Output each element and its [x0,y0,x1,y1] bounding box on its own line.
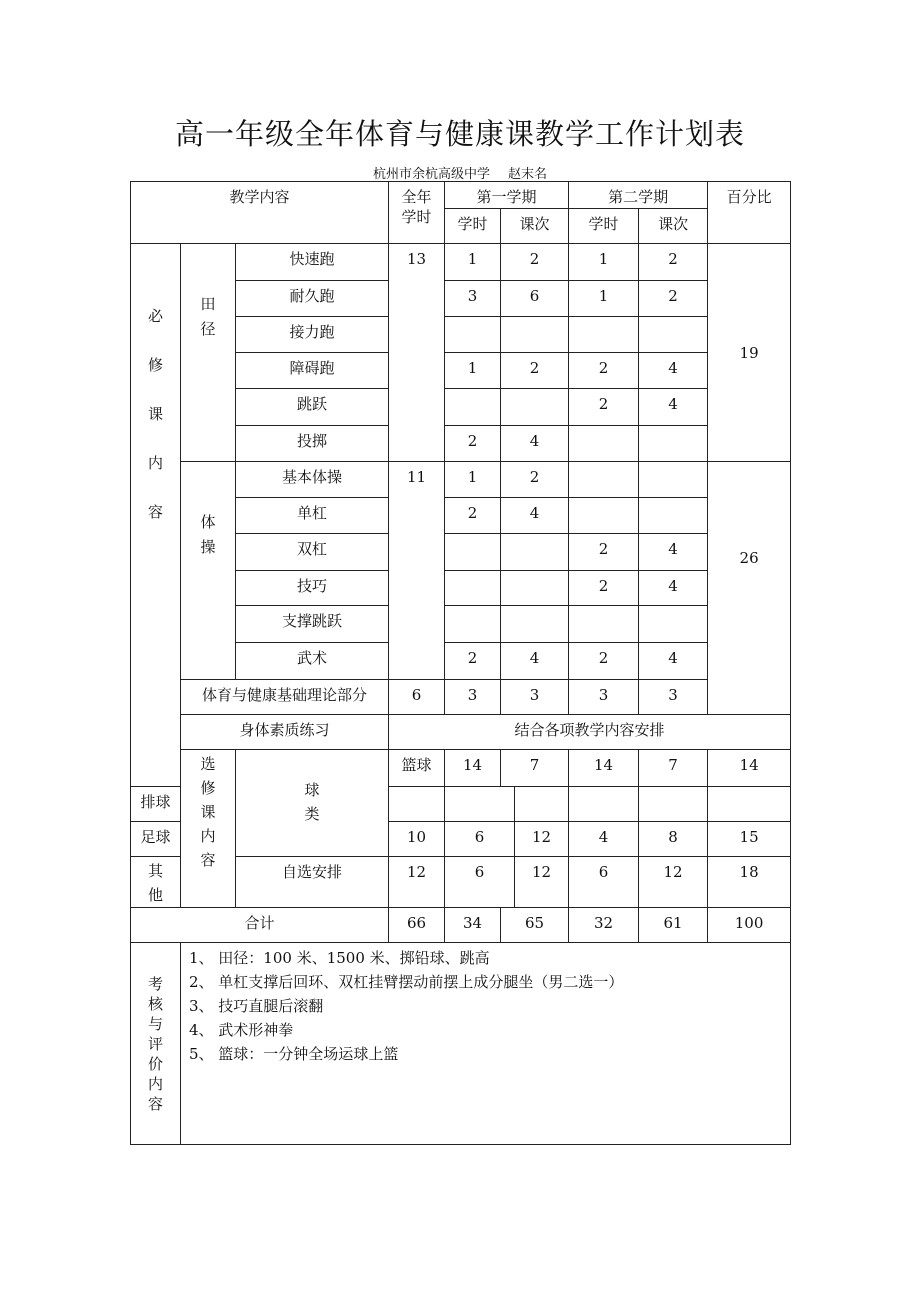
gymnastics-item: 单杠 [236,498,389,534]
header-term1: 第一学期 [445,182,569,209]
cell: 2 [501,462,569,498]
total-row [131,908,791,943]
gymnastics-annual-hours: 11 [389,462,445,680]
cell [501,534,569,571]
cell: 61 [639,908,708,943]
gymnastics-label: 体 操 [181,462,236,680]
cell: 100 [708,908,791,943]
header-term1-hours: 学时 [445,209,501,244]
cell: 6 [501,281,569,317]
cell: 4 [639,571,708,606]
balls-item: 排球 [131,787,181,822]
cell [639,426,708,462]
header-term2-hours: 学时 [569,209,639,244]
cell [445,571,501,606]
other-item: 自选安排 [236,857,389,908]
cell: 3 [639,680,708,715]
header-term2-lessons: 课次 [639,209,708,244]
cell [501,606,569,643]
gymnastics-item: 支撑跳跃 [236,606,389,643]
assessment-item: 2、 单杠支撑后回环、双杠挂臂摆动前摆上成分腿坐（男二选一） [189,973,624,991]
cell: 2 [445,643,501,680]
school-name: 杭州市余杭高级中学 [372,167,490,182]
cell: 18 [708,857,791,908]
cell: 2 [569,571,639,606]
cell: 34 [445,908,501,943]
athletics-item: 耐久跑 [236,281,389,317]
cell: 14 [445,750,501,787]
cell: 1 [445,244,501,281]
cell: 1 [445,353,501,389]
gymnastics-item: 技巧 [236,571,389,606]
elective-section-label: 选 修 课 内 容 [181,750,236,908]
cell: 2 [501,244,569,281]
cell: 4 [569,822,639,857]
cell: 6 [389,680,445,715]
cell [708,787,791,822]
assessment-content [181,943,791,1145]
header-content: 教学内容 [131,182,389,244]
header-row-1 [131,182,791,209]
cell: 6 [445,857,515,908]
athletics-item: 跳跃 [236,389,389,426]
cell: 2 [639,244,708,281]
theory-label: 体育与健康基础理论部分 [181,680,389,715]
cell: 12 [515,822,569,857]
cell: 6 [569,857,639,908]
cell: 14 [569,750,639,787]
page-subtitle [0,163,920,182]
cell: 3 [445,281,501,317]
cell: 4 [639,643,708,680]
cell: 3 [445,680,501,715]
author-name: 赵末名 [508,167,548,182]
cell [501,571,569,606]
table-row [131,462,791,498]
cell [445,606,501,643]
assessment-label: 考 核 与 评 价 内 容 [131,943,181,1145]
cell [639,787,708,822]
athletics-annual-hours: 13 [389,244,445,462]
cell: 7 [501,750,569,787]
header-percent: 百分比 [708,182,791,244]
header-term2: 第二学期 [569,182,708,209]
cell [445,317,501,353]
cell: 4 [501,426,569,462]
cell: 2 [445,498,501,534]
cell: 10 [389,822,445,857]
cell [639,606,708,643]
cell: 66 [389,908,445,943]
cell: 32 [569,908,639,943]
page-title: 高一年级全年体育与健康课教学工作计划表 [174,117,745,151]
assessment-item: 1、 田径：100 米、1500 米、掷铅球、跳高 [189,949,490,967]
cell [639,498,708,534]
athletics-label: 田 径 [181,244,236,462]
athletics-item: 障碍跑 [236,353,389,389]
cell: 2 [569,389,639,426]
cell: 3 [569,680,639,715]
cell [639,317,708,353]
gymnastics-item: 双杠 [236,534,389,571]
cell: 3 [501,680,569,715]
cell: 4 [501,498,569,534]
cell: 1 [569,244,639,281]
table-row [131,715,791,750]
header-term1-lessons: 课次 [501,209,569,244]
gymnastics-percent: 26 [708,462,791,715]
cell: 2 [445,426,501,462]
cell [445,787,515,822]
total-label: 合计 [131,908,389,943]
athletics-item: 投掷 [236,426,389,462]
gymnastics-item: 基本体操 [236,462,389,498]
cell: 15 [708,822,791,857]
gymnastics-item: 武术 [236,643,389,680]
balls-item: 足球 [131,822,181,857]
athletics-item: 接力跑 [236,317,389,353]
cell: 4 [639,534,708,571]
cell [569,462,639,498]
header-annual-hours: 全年 学时 [389,182,445,244]
cell: 65 [501,908,569,943]
fitness-note: 结合各项教学内容安排 [389,715,791,750]
cell [501,389,569,426]
cell [389,787,445,822]
cell: 2 [501,353,569,389]
required-section-label: 必 修 课 内 容 [131,244,181,787]
athletics-item: 快速跑 [236,244,389,281]
cell: 2 [639,281,708,317]
athletics-percent: 19 [708,244,791,462]
cell [569,606,639,643]
cell: 2 [569,534,639,571]
cell [569,317,639,353]
fitness-label: 身体素质练习 [181,715,389,750]
cell: 1 [445,462,501,498]
cell: 1 [569,281,639,317]
cell: 4 [639,353,708,389]
balls-item: 篮球 [389,750,445,787]
cell: 8 [639,822,708,857]
cell: 12 [639,857,708,908]
cell: 2 [569,353,639,389]
cell: 4 [501,643,569,680]
cell [445,534,501,571]
table-row [131,750,791,787]
cell [569,787,639,822]
balls-label: 球 类 [236,750,389,857]
assessment-item: 3、 技巧直腿后滚翻 [189,997,324,1015]
cell: 6 [445,822,515,857]
cell [445,389,501,426]
cell: 14 [708,750,791,787]
assessment-row [131,943,791,1145]
cell [639,462,708,498]
cell: 12 [515,857,569,908]
cell [569,426,639,462]
other-label: 其 他 [131,857,181,908]
assessment-item: 5、 篮球：一分钟全场运球上篮 [189,1045,399,1063]
cell: 12 [389,857,445,908]
table-row [131,244,791,281]
cell: 2 [569,643,639,680]
cell [515,787,569,822]
teaching-plan-table [130,181,791,1145]
cell: 4 [639,389,708,426]
cell [501,317,569,353]
cell: 7 [639,750,708,787]
table-row [131,680,791,715]
cell [569,498,639,534]
assessment-item: 4、 武术形神拳 [189,1021,294,1039]
